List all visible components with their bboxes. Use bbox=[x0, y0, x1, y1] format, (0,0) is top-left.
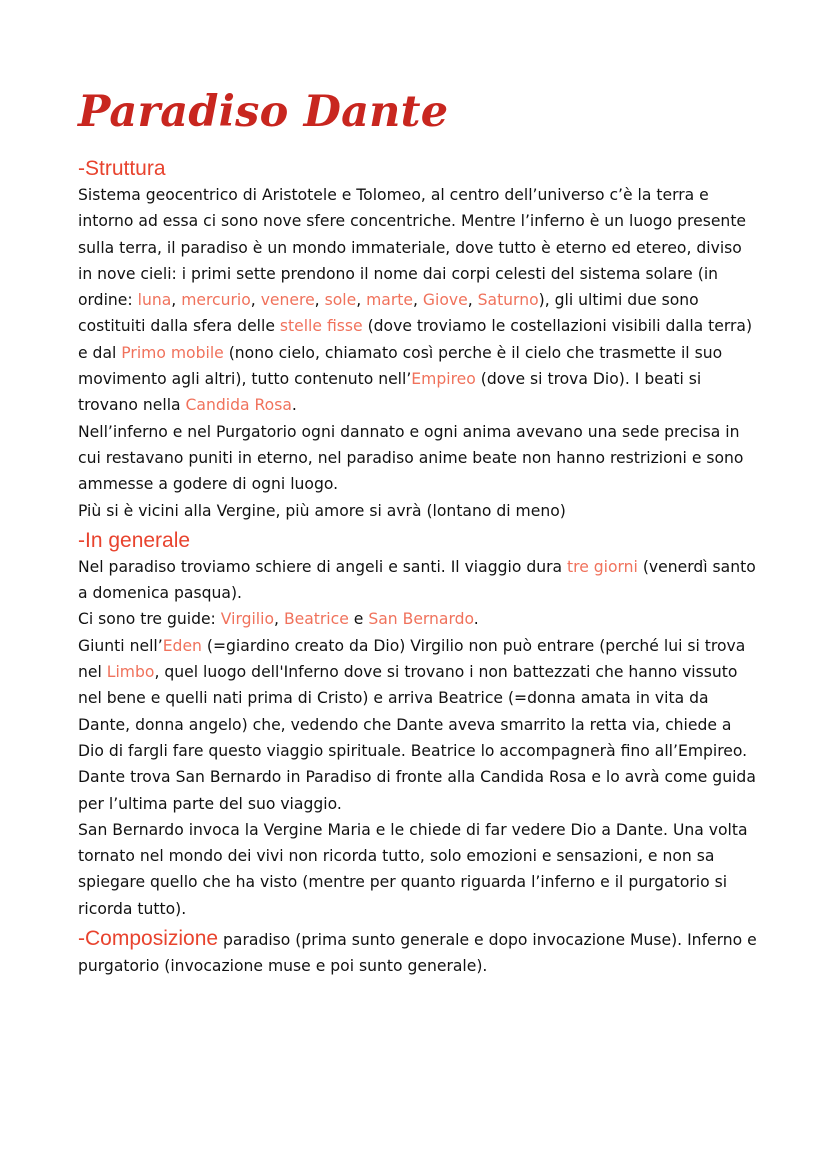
term-tre-giorni: tre giorni bbox=[567, 557, 638, 576]
section-composizione bbox=[78, 926, 758, 980]
term-marte: marte bbox=[366, 291, 413, 310]
term-virgilio: Virgilio bbox=[220, 610, 275, 629]
section-heading-generale: -In generale bbox=[78, 528, 191, 552]
generale-paragraph: Nel paradiso troviamo schiere di angeli e santi. Il viaggio dura tre giorni (venerdì santo a domenica pasqua). Ci sono tre guide: Virgilio, Beatrice e San Bernardo. Giunti nell’Eden (=giardino creato da Dio) Virgilio non può entrare (perché lui si trova nel Limbo, quel luogo dell'Inferno dove si trovano i non battezzati che hanno vissuto nel bene e quelli nati prima di Cristo) e arriva Beatrice (=donna amata in vita da Dante, donna angelo) che, vedendo che Dante aveva smarrito la retta via, chiede a Dio di fargli fare questo viaggio spirituale. Beatrice lo accompagnerà fino all’Empireo. Dante trova San Bernardo in Paradiso di fronte alla Candida Rosa e lo avrà come guida per l’ultima parte del suo viaggio. San Bernardo invoca la Vergine Maria e le chiede di far vedere Dio a Dante. Una volta tornato nel mondo dei vivi non ricorda tutto, solo emozioni e sensazioni, e non sa spiegare quello che ha visto (mentre per quanto riguarda l’inferno e il purgatorio si ricorda tutto). bbox=[78, 557, 756, 918]
page-title: Paradiso Dante bbox=[78, 87, 449, 137]
section-heading-composizione: -Composizione bbox=[78, 927, 219, 951]
term-giove: Giove bbox=[422, 291, 468, 310]
document-page bbox=[78, 88, 758, 984]
composizione-paragraph: -Composizione paradiso (prima sunto generale e dopo invocazione Muse). Inferno e purgatorio (invocazione muse e poi sunto generale). bbox=[78, 927, 757, 976]
term-saturno: Saturno bbox=[477, 291, 539, 310]
section-heading-struttura: -Struttura bbox=[78, 157, 166, 180]
term-beatrice: Beatrice bbox=[283, 610, 349, 629]
section-generale bbox=[78, 528, 758, 922]
term-sole: sole bbox=[324, 291, 357, 310]
term-candida-rosa: Candida Rosa bbox=[185, 396, 292, 415]
term-luna: luna bbox=[137, 291, 172, 310]
term-venere: venere bbox=[260, 291, 315, 310]
struttura-paragraph: Sistema geocentrico di Aristotele e Tolomeo, al centro dell’universo c’è la terra e intorno ad essa ci sono nove sfere concentriche. Mentre l’inferno è un luogo presente sulla terra, il paradiso è un mondo immateriale, dove tutto è eterno ed etereo, diviso in nove cieli: i primi sette prendono il nome dai corpi celesti del sistema solare (in ordine: luna, mercurio, venere, sole, marte, Giove, Saturno), gli ultimi due sono costituiti dalla sfera delle stelle fisse (dove troviamo le costellazioni visibili dalla terra) e dal Primo mobile (nono cielo, chiamato così perche è il cielo che trasmette il suo movimento agli altri), tutto contenuto nell’Empireo (dove si trova Dio). I beati si trovano nella Candida Rosa. Nell’inferno e nel Purgatorio ogni dannato e ogni anima avevano una sede precisa in cui restavano puniti in eterno, nel paradiso anime beate non hanno restrizioni e sono ammesse a godere di ogni luogo. Più si è vicini alla Vergine, più amore si avrà (lontano di meno) bbox=[78, 186, 753, 520]
term-mercurio: mercurio bbox=[181, 291, 251, 310]
term-stelle-fisse: stelle fisse bbox=[279, 317, 363, 336]
term-limbo: Limbo bbox=[106, 663, 155, 682]
term-san-bernardo: San Bernardo bbox=[368, 610, 474, 629]
term-empireo: Empireo bbox=[411, 370, 476, 389]
term-primo-mobile: Primo mobile bbox=[121, 343, 224, 362]
term-eden: Eden bbox=[162, 636, 202, 655]
section-struttura bbox=[78, 156, 758, 524]
